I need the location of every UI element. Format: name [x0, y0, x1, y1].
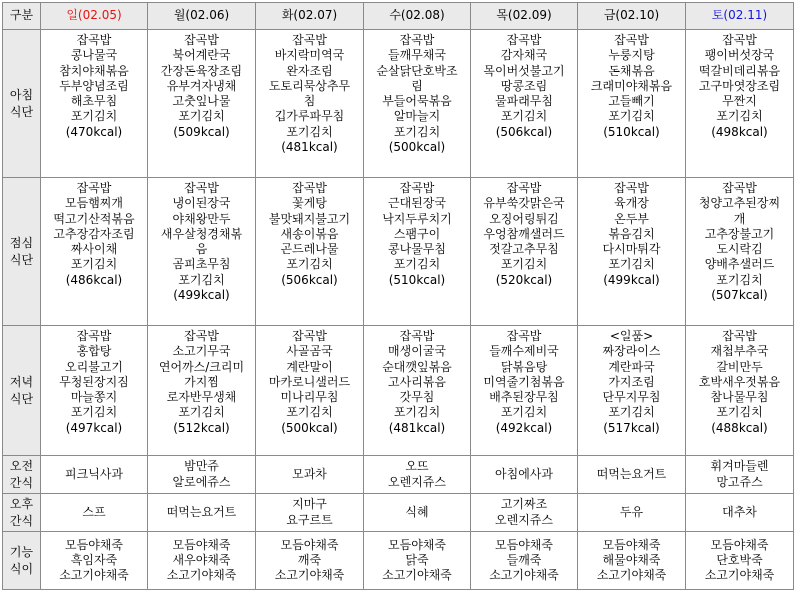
- menu-item: 가지조림: [608, 374, 655, 389]
- menu-item: 떠먹는요거트: [166, 504, 237, 519]
- menu-item: 완자조림: [286, 63, 333, 78]
- menu-item: 소고기야채죽: [382, 568, 452, 583]
- meal-cell-thursday: [471, 456, 578, 494]
- menu-item: 부들어묵볶음: [382, 94, 452, 109]
- menu-item: 림: [411, 78, 423, 93]
- menu-item: 소고기야채죽: [596, 568, 667, 583]
- menu-item: 콩나물국: [70, 48, 118, 63]
- menu-item: 모듬야채죽: [602, 537, 661, 552]
- menu-item: 재첩부추국: [710, 344, 769, 359]
- row-pm-snack: [3, 494, 794, 532]
- meal-table-body: [3, 30, 794, 590]
- menu-item: 모듬햄찌개: [65, 196, 123, 211]
- menu-item: 알로에쥬스: [172, 474, 231, 489]
- menu-item: 고춧잎나물: [172, 94, 231, 109]
- menu-item: (512kcal): [173, 420, 230, 435]
- row-label-function-meal: [3, 532, 41, 590]
- menu-item: (500kcal): [281, 420, 338, 435]
- meal-cell-friday: [578, 326, 686, 456]
- row-label-am-snack: [3, 456, 41, 494]
- menu-item: 잡곡밥: [399, 181, 435, 195]
- menu-item: 사골곰국: [286, 344, 333, 359]
- menu-item: 오징어링튀김: [489, 211, 559, 226]
- menu-item: 포기김치: [178, 405, 225, 420]
- meal-cell-friday: [578, 456, 686, 494]
- header-day-wednesday: 수(02.08): [364, 3, 471, 30]
- menu-item: 망고쥬스: [716, 474, 763, 489]
- menu-item: 고들빼기: [608, 94, 655, 109]
- menu-item: 잡곡밥: [722, 329, 757, 343]
- menu-item: 땅콩조림: [500, 78, 548, 93]
- menu-item: 잡곡밥: [506, 33, 542, 47]
- menu-item: 포기김치: [500, 109, 548, 124]
- menu-item: 참치야채볶음: [59, 63, 129, 78]
- menu-item: 미역줄기첨볶음: [483, 374, 565, 389]
- meal-cell-saturday: [686, 178, 794, 326]
- row-function-meal: [3, 532, 794, 590]
- meal-cell-friday: [578, 178, 686, 326]
- menu-item: 밤만쥬: [184, 459, 219, 474]
- menu-item: 알마늘지: [393, 109, 441, 124]
- menu-item: 깁가루파무침: [274, 109, 345, 124]
- menu-item: 잡곡밥: [506, 181, 542, 195]
- row-label-line: 간식: [9, 475, 34, 490]
- menu-item: 잡곡밥: [722, 181, 757, 195]
- menu-item: 소고기야채죽: [166, 568, 237, 583]
- row-label-lunch: [3, 178, 41, 326]
- menu-item: 포기김치: [393, 405, 441, 420]
- menu-item: 개: [733, 211, 746, 226]
- menu-item: 곤드레나물: [280, 242, 339, 257]
- meal-cell-saturday: [686, 326, 794, 456]
- menu-item: 호박새우젓볶음: [698, 374, 781, 389]
- menu-item: 잡곡밥: [399, 329, 435, 343]
- menu-item: 새우야채죽: [172, 552, 231, 567]
- menu-item: 돈채볶음: [608, 63, 655, 78]
- menu-item: 짜사이채: [70, 242, 118, 257]
- menu-item: 소고기야채죽: [59, 568, 129, 583]
- row-am-snack: [3, 456, 794, 494]
- menu-item: 피크닉사과: [65, 466, 123, 481]
- menu-item: 매생이굴국: [388, 344, 446, 359]
- menu-item: 온두부: [614, 211, 649, 226]
- menu-item: 잡곡밥: [292, 329, 327, 343]
- menu-item: 마늘쫑지: [70, 390, 118, 405]
- menu-item: 고구마엿장조림: [698, 78, 781, 93]
- menu-item: 오렌지쥬스: [388, 474, 446, 489]
- menu-item: 깨죽: [297, 552, 322, 567]
- menu-item: 떡고기산적볶음: [53, 211, 135, 226]
- menu-item: 다시마튀각: [602, 242, 661, 257]
- menu-item: 포기김치: [500, 257, 548, 272]
- menu-item: 포기김치: [286, 405, 333, 420]
- menu-item: 고사리볶음: [388, 374, 446, 389]
- menu-item: (520kcal): [495, 272, 553, 287]
- meal-cell-saturday: [686, 494, 794, 532]
- menu-item: 해물야채죽: [602, 552, 661, 567]
- menu-item: 청양고추된장찌: [698, 196, 781, 211]
- menu-item: 불맛돼지불고기: [268, 211, 351, 226]
- menu-item: 무청된장지짐: [59, 374, 129, 389]
- meal-cell-sunday: [41, 532, 148, 590]
- menu-item: 들깨무채국: [388, 48, 446, 63]
- meal-cell-wednesday: [364, 532, 471, 590]
- menu-item: 포기김치: [178, 109, 225, 124]
- menu-item: 포기김치: [716, 109, 763, 124]
- menu-item: 포기김치: [608, 109, 655, 124]
- menu-item: <일품>: [609, 329, 654, 343]
- meal-cell-monday: [148, 30, 256, 178]
- meal-cell-friday: [578, 30, 686, 178]
- menu-item: 로자반무생채: [166, 390, 237, 405]
- menu-item: 오렌지쥬스: [495, 512, 553, 527]
- menu-item: 도시락김: [716, 242, 763, 257]
- menu-item: 대추차: [722, 504, 757, 519]
- menu-item: 포기김치: [70, 109, 118, 124]
- menu-item: (506kcal): [495, 124, 553, 139]
- menu-item: 계란파국: [608, 359, 655, 374]
- menu-item: 잡곡밥: [76, 329, 112, 343]
- menu-item: (492kcal): [495, 420, 553, 435]
- row-label-line: 식단: [9, 104, 34, 119]
- menu-item: 음: [195, 242, 208, 257]
- menu-item: 야채왕만두: [172, 211, 231, 226]
- menu-item: 마카로니샐러드: [268, 374, 351, 389]
- meal-cell-wednesday: [364, 456, 471, 494]
- menu-item: 유부쑥갓맑은국: [483, 196, 565, 211]
- meal-cell-monday: [148, 326, 256, 456]
- menu-item: (470kcal): [65, 124, 123, 139]
- meal-cell-thursday: [471, 30, 578, 178]
- menu-item: 잡곡밥: [76, 181, 112, 195]
- row-label-line: 간식: [9, 513, 34, 528]
- meal-cell-tuesday: [256, 178, 364, 326]
- menu-item: 소고기야채죽: [274, 568, 345, 583]
- meal-cell-saturday: [686, 456, 794, 494]
- menu-item: 소고기야채죽: [489, 568, 559, 583]
- menu-item: 크래미야채볶음: [590, 78, 673, 93]
- menu-item: 잡곡밥: [506, 329, 542, 343]
- menu-item: 순대깻잎볶음: [382, 359, 452, 374]
- menu-item: 잡곡밥: [614, 181, 649, 195]
- menu-item: 근대된장국: [388, 196, 446, 211]
- menu-item: 팽이버섯장국: [704, 48, 775, 63]
- menu-item: 포기김치: [716, 405, 763, 420]
- meal-cell-monday: [148, 494, 256, 532]
- menu-item: 포기김치: [500, 405, 548, 420]
- menu-item: 모듬야채죽: [388, 537, 446, 552]
- menu-item: 감자채국: [500, 48, 548, 63]
- meal-cell-sunday: [41, 178, 148, 326]
- menu-item: 간장돈육장조림: [160, 63, 243, 78]
- menu-item: (481kcal): [388, 420, 446, 435]
- menu-item: 들깨수제비국: [489, 344, 559, 359]
- meal-cell-sunday: [41, 30, 148, 178]
- menu-item: 곰피초무침: [172, 257, 231, 272]
- menu-item: 잡곡밥: [292, 33, 327, 47]
- menu-item: 목이버섯불고기: [483, 63, 565, 78]
- menu-item: 잡곡밥: [184, 33, 219, 47]
- menu-item: 잡곡밥: [722, 33, 757, 47]
- menu-item: 포기김치: [716, 272, 763, 287]
- menu-item: (506kcal): [281, 272, 338, 287]
- row-breakfast: [3, 30, 794, 178]
- menu-item: 무짠지: [722, 94, 757, 109]
- menu-item: 꽃게탕: [292, 196, 327, 211]
- row-label-line: 아침: [9, 87, 34, 102]
- menu-item: 오리불고기: [65, 359, 123, 374]
- menu-item: 포기김치: [178, 272, 225, 287]
- menu-item: 소고기무국: [172, 344, 231, 359]
- menu-item: 아침에사과: [495, 466, 553, 481]
- menu-item: 갓무침: [399, 390, 435, 405]
- menu-item: 고기짜조: [500, 497, 548, 512]
- meal-cell-tuesday: [256, 532, 364, 590]
- menu-item: 냉이된장국: [172, 196, 231, 211]
- menu-item: 새송이볶음: [280, 226, 339, 241]
- menu-item: 양배추샐러드: [704, 257, 775, 272]
- meal-cell-wednesday: [364, 30, 471, 178]
- meal-cell-tuesday: [256, 326, 364, 456]
- header-day-tuesday: 화(02.07): [256, 3, 364, 30]
- header-day-monday: 월(02.06): [148, 3, 256, 30]
- menu-item: (499kcal): [603, 272, 660, 287]
- menu-item: 단호박죽: [716, 552, 763, 567]
- meal-cell-monday: [148, 178, 256, 326]
- menu-item: 포기김치: [393, 124, 441, 139]
- row-label-line: 기능: [9, 544, 34, 559]
- row-label-dinner: [3, 326, 41, 456]
- row-label-line: 오전: [9, 458, 34, 473]
- menu-item: 들깨죽: [506, 552, 542, 567]
- menu-item: 포기김치: [70, 405, 118, 420]
- menu-item: (488kcal): [711, 420, 768, 435]
- menu-item: 누룽지탕: [608, 48, 655, 63]
- row-label-line: 식단: [9, 391, 34, 406]
- menu-item: (486kcal): [65, 272, 123, 287]
- menu-item: 미나리무침: [280, 390, 339, 405]
- menu-item: (499kcal): [173, 288, 230, 303]
- meal-cell-friday: [578, 494, 686, 532]
- meal-cell-tuesday: [256, 456, 364, 494]
- menu-item: 포기김치: [393, 257, 441, 272]
- menu-item: 잡곡밥: [184, 181, 219, 195]
- meal-cell-sunday: [41, 326, 148, 456]
- menu-item: 낙지두루치기: [382, 211, 452, 226]
- header-row: [3, 3, 794, 30]
- menu-item: 연어까스/크리미: [158, 359, 245, 374]
- meal-cell-thursday: [471, 326, 578, 456]
- menu-item: 포기김치: [70, 257, 118, 272]
- menu-item: 두부양념조림: [59, 78, 129, 93]
- menu-item: (481kcal): [281, 140, 338, 155]
- menu-item: (507kcal): [711, 288, 768, 303]
- header-day-friday: 금(02.10): [578, 3, 686, 30]
- menu-item: 콩나물무침: [388, 242, 446, 257]
- row-dinner: [3, 326, 794, 456]
- meal-cell-saturday: [686, 30, 794, 178]
- menu-item: 도토리묵상추무: [268, 78, 351, 93]
- row-label-line: 식이: [9, 561, 34, 576]
- menu-item: 잡곡밥: [399, 33, 435, 47]
- menu-item: 고추장감자조림: [53, 226, 135, 241]
- row-label-line: 저녁: [9, 374, 34, 389]
- meal-cell-saturday: [686, 532, 794, 590]
- meal-cell-tuesday: [256, 494, 364, 532]
- menu-item: 모과차: [292, 466, 327, 481]
- meal-cell-wednesday: [364, 326, 471, 456]
- menu-item: 갈비만두: [716, 359, 763, 374]
- menu-item: 모듬야채죽: [710, 537, 769, 552]
- menu-item: 닭볶음탕: [500, 359, 548, 374]
- header-day-sunday: 일(02.05): [41, 3, 148, 30]
- menu-item: 오뜨: [405, 459, 429, 474]
- menu-item: 계란말이: [286, 359, 333, 374]
- meal-cell-tuesday: [256, 30, 364, 178]
- menu-item: 스팸구이: [393, 226, 441, 241]
- meal-cell-monday: [148, 456, 256, 494]
- meal-cell-thursday: [471, 494, 578, 532]
- menu-item: 모듬야채죽: [172, 537, 231, 552]
- header-day-thursday: 목(02.09): [471, 3, 578, 30]
- menu-item: 잡곡밥: [614, 33, 649, 47]
- menu-item: 포기김치: [286, 257, 333, 272]
- meal-cell-monday: [148, 532, 256, 590]
- menu-item: 포기김치: [608, 257, 655, 272]
- menu-item: (509kcal): [173, 124, 230, 139]
- menu-item: 스프: [82, 504, 106, 519]
- menu-item: 흑임자죽: [70, 552, 118, 567]
- menu-item: 휘겨마들렌: [710, 459, 769, 474]
- menu-item: 닭죽: [405, 552, 429, 567]
- menu-item: 젓갈고추무침: [489, 242, 559, 257]
- menu-item: 볶음김치: [608, 226, 655, 241]
- menu-item: 북어계란국: [172, 48, 231, 63]
- menu-item: 가지찜: [184, 374, 219, 389]
- weekly-meal-table: [2, 2, 794, 590]
- meal-cell-wednesday: [364, 494, 471, 532]
- menu-item: 식혜: [405, 504, 429, 519]
- menu-item: (497kcal): [65, 420, 123, 435]
- menu-item: 유부겨자냉채: [166, 78, 237, 93]
- menu-item: 잡곡밥: [292, 181, 327, 195]
- row-label-pm-snack: [3, 494, 41, 532]
- menu-item: 잡곡밥: [184, 329, 219, 343]
- menu-item: (510kcal): [603, 124, 660, 139]
- menu-item: (500kcal): [388, 140, 446, 155]
- menu-item: 참나물무침: [710, 390, 769, 405]
- menu-item: 두유: [619, 504, 644, 519]
- menu-item: 지마구: [292, 497, 327, 512]
- menu-item: 육개장: [614, 196, 649, 211]
- meal-cell-thursday: [471, 532, 578, 590]
- header-label: 구분: [3, 3, 41, 30]
- menu-item: 잡곡밥: [76, 33, 112, 47]
- menu-item: 포기김치: [608, 405, 655, 420]
- row-label-line: 식단: [9, 252, 34, 267]
- menu-item: 모듬야채죽: [65, 537, 123, 552]
- menu-item: 짜장라이스: [602, 344, 661, 359]
- meal-cell-sunday: [41, 456, 148, 494]
- menu-item: 단무지무침: [602, 390, 661, 405]
- menu-item: 요구르트: [286, 512, 333, 527]
- menu-item: 순살닭단호박조: [376, 63, 458, 78]
- menu-item: 침: [303, 94, 316, 109]
- row-label-line: 오후: [9, 496, 34, 511]
- menu-item: 우엉참깨샐러드: [483, 226, 565, 241]
- menu-item: (510kcal): [388, 272, 446, 287]
- row-label-breakfast: [3, 30, 41, 178]
- menu-item: 소고기야채죽: [704, 568, 775, 583]
- menu-item: 홍합탕: [76, 344, 112, 359]
- meal-cell-friday: [578, 532, 686, 590]
- meal-cell-wednesday: [364, 178, 471, 326]
- menu-item: 떠먹는요거트: [596, 466, 667, 481]
- menu-item: 새우살청경채볶: [160, 226, 243, 241]
- menu-item: 바지락미역국: [274, 48, 345, 63]
- row-label-line: 점심: [9, 235, 34, 250]
- menu-item: 물파래무침: [495, 94, 553, 109]
- menu-item: 포기김치: [286, 124, 333, 139]
- menu-item: (517kcal): [603, 420, 660, 435]
- menu-item: 해초무침: [70, 94, 118, 109]
- menu-item: (498kcal): [711, 124, 768, 139]
- menu-item: 고추장불고기: [704, 226, 775, 241]
- menu-item: 모듬야채죽: [495, 537, 553, 552]
- menu-item: 모듬야채죽: [280, 537, 339, 552]
- menu-item: 떡갈비데리볶음: [698, 63, 781, 78]
- header-day-saturday: 토(02.11): [686, 3, 794, 30]
- menu-item: 배추된장무침: [489, 390, 559, 405]
- meal-cell-thursday: [471, 178, 578, 326]
- meal-cell-sunday: [41, 494, 148, 532]
- row-lunch: [3, 178, 794, 326]
